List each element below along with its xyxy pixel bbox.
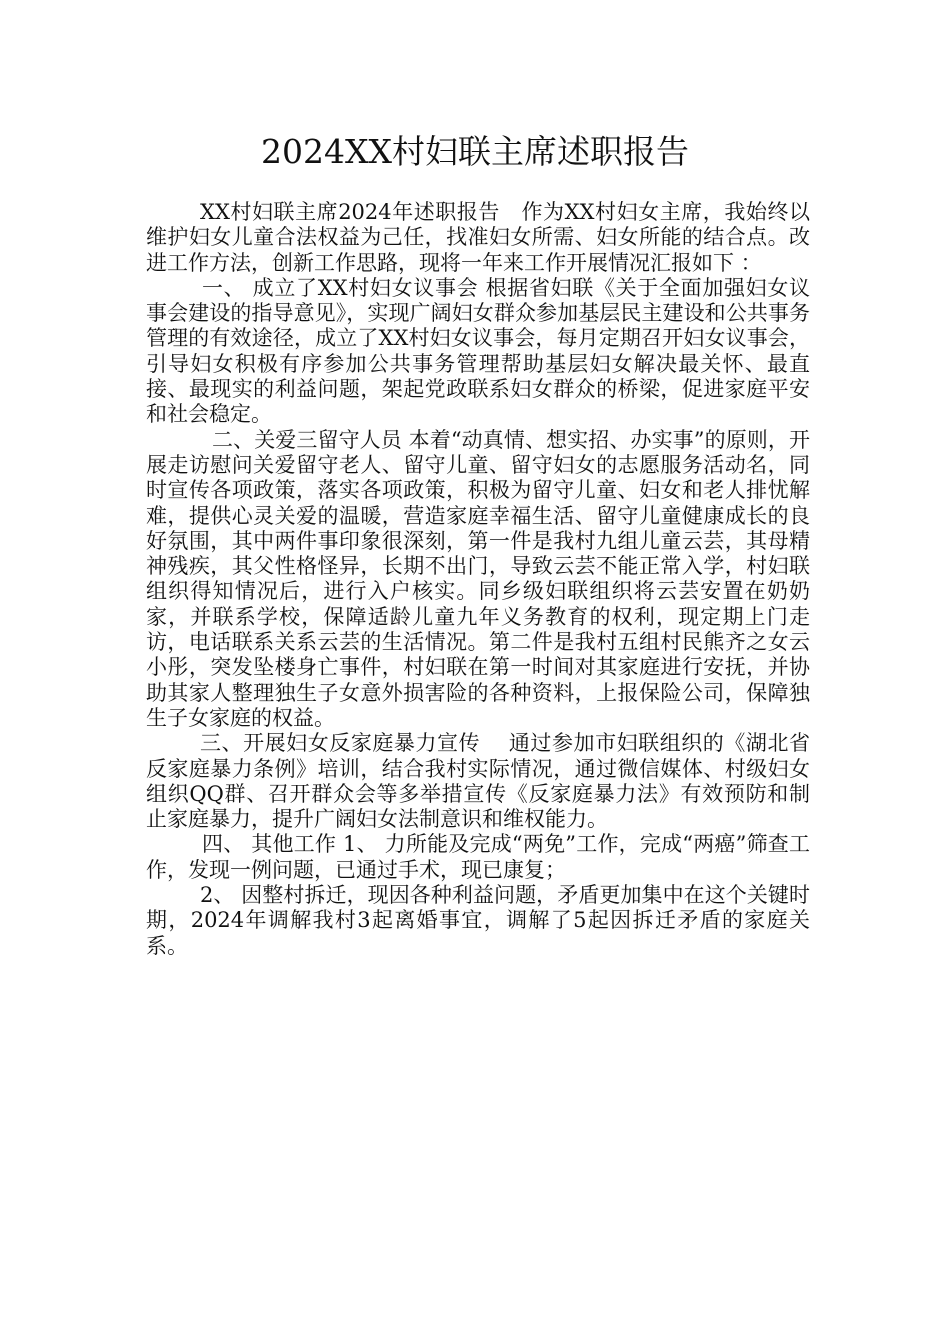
paragraph-section-2: 二、关爱三留守人员 本着“动真情、想实招、办实事”的原则，开展走访慰问关爱留守老人、留守儿童、留守妇女的志愿服务活动名，同时宣传各项政策，落实各项政策，积极为留守儿童、妇女和老人排忧解难，提供心灵关爱的温暖，营造家庭幸福生活、留守儿童健康成长的良好氛围，其中两件事印象很深刻，第一件是我村九组儿童云芸，其母精神残疾，其父性格怪异，长期不出门，导致云芸不能正常入学，村妇联组织得知情况后，进行入户核实。同乡级妇联组织将云芸安置在奶奶家，并联系学校，保障适龄儿童九年义务教育的权利，现定期上门走访，电话联系关系云芸的生活情况。第二件是我村五组村民熊齐之女云小彤，突发坠楼身亡事件，村妇联在第一时间对其家庭进行安抚，并协助其家人整理独生子女意外损害险的各种资料，上报保险公司，保障独生子女家庭的权益。 (146, 427, 810, 730)
document-body (146, 200, 810, 959)
paragraph-intro: XX村妇联主席2024年述职报告 作为XX村妇女主席，我始终以维护妇女儿童合法权益为己任，找准妇女所需、妇女所能的结合点。改进工作方法，创新工作思路，现将一年来工作开展情况汇报如下 ： (146, 200, 810, 275)
paragraph-section-4: 四、 其他工作 1、 力所能及完成“两免”工作，完成“两癌”筛查工作，发现一例问题，已通过手术，现已康复； (146, 832, 810, 882)
paragraph-section-4-item-2: 2、 因整村拆迁，现因各种利益问题，矛盾更加集中在这个关键时期，2024年调解我村3起离婚事宜，调解了5起因拆迁矛盾的家庭关系。 (146, 883, 810, 958)
paragraph-section-1: 一、 成立了XX村妇女议事会 根据省妇联《关于全面加强妇女议事会建设的指导意见》，实现广阔妇女群众参加基层民主建设和公共事务管理的有效途径，成立了XX村妇女议事会，每月定期召开妇女议事会，引导妇女积极有序参加公共事务管理帮助基层妇女解决最关怀、最直接、最现实的利益问题，架起党政联系妇女群众的桥梁，促进家庭平安和社会稳定。 (146, 275, 810, 427)
paragraph-section-3: 三、开展妇女反家庭暴力宣传 通过参加市妇联组织的《湖北省反家庭暴力条例》培训，结合我村实际情况，通过微信媒体、村级妇女组织QQ群、召开群众会等多举措宣传《反家庭暴力法》有效预防和制止家庭暴力，提升广阔妇女法制意识和维权能力。 (146, 731, 810, 832)
document-title: 2024XX村妇联主席述职报告 (261, 132, 689, 171)
